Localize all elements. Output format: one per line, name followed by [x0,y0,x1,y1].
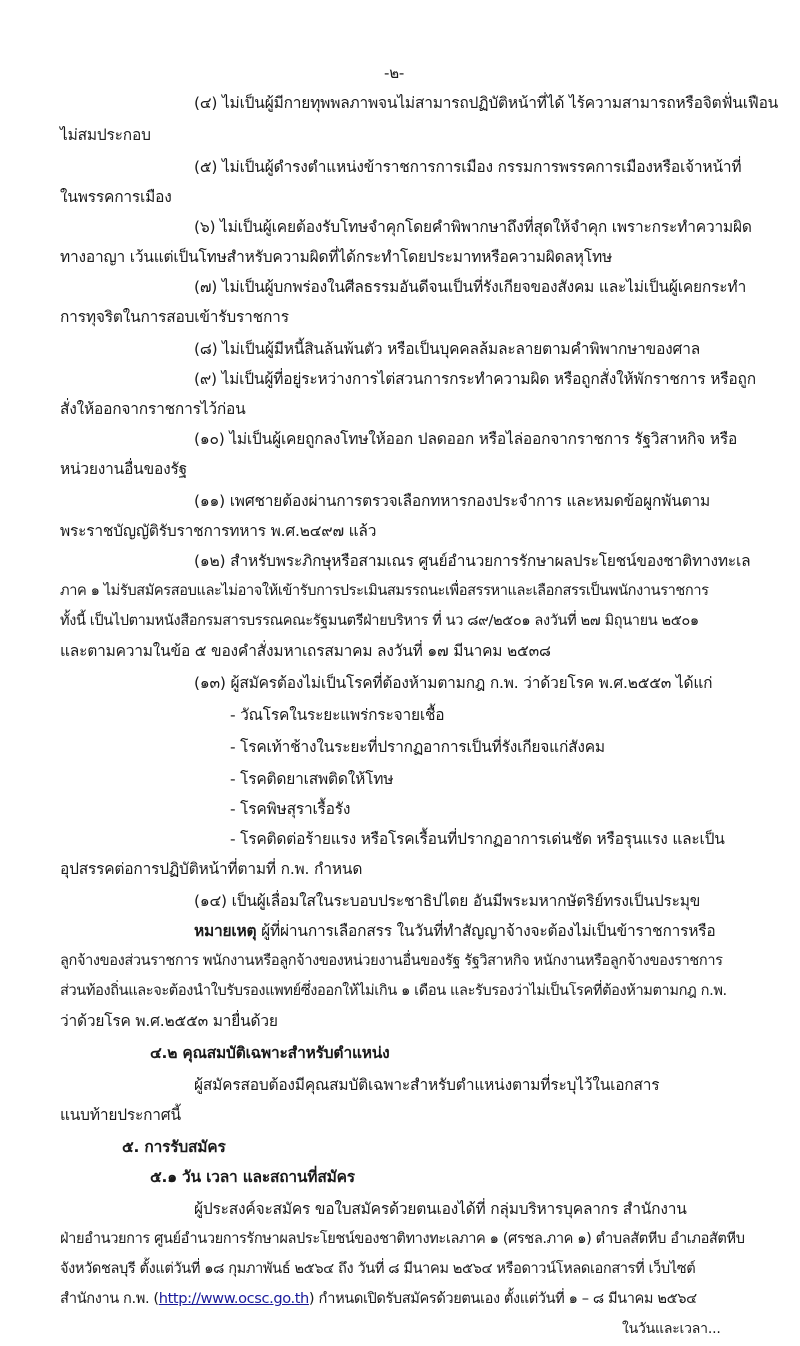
text-line: ฝ่ายอำนวยการ ศูนย์อำนวยการรักษาผลประโยชน์ของชาติทางทะเลภาค ๑ (ศรชล.ภาค ๑) ตำบลสัตหีบ อำเภอสัตหีบ [60,1230,745,1247]
text-line: สั่งให้ออกจากราชการไว้ก่อน [60,400,246,418]
list-item: - โรคพิษสุราเรื้อรัง [230,800,351,818]
text-line: ทางอาญา เว้นแต่เป็นโทษสำหรับความผิดที่ได้กระทำโดยประมาทหรือความผิดลหุโทษ [60,248,612,266]
list-item: - โรคติดต่อร้ายแรง หรือโรคเรื้อนที่ปรากฏอาการเด่นชัด หรือรุนแรง และเป็น [230,830,725,848]
text-line: ภาค ๑ ไม่รับสมัครสอบและไม่อาจให้เข้ารับการประเมินสมรรถนะเพื่อสรรหาและเลือกสรรเป็นพนักงานราชการ [60,582,709,599]
text-line: (๙) ไม่เป็นผู้ที่อยู่ระหว่างการไต่สวนการกระทำความผิด หรือถูกสั่งให้พักราชการ หรือถูก [194,370,756,388]
ocsc-link[interactable]: http://www.ocsc.go.th [158,1290,309,1307]
text-line: (๑๓) ผู้สมัครต้องไม่เป็นโรคที่ต้องห้ามตามกฎ ก.พ. ว่าด้วยโรค พ.ศ.๒๕๕๓ ได้แก่ [194,674,713,692]
text-line: ผู้สมัครสอบต้องมีคุณสมบัติเฉพาะสำหรับตำแหน่งตามที่ระบุไว้ในเอกสาร [194,1076,660,1094]
text-line [60,1288,697,1310]
text-line: (๑๐) ไม่เป็นผู้เคยถูกลงโทษให้ออก ปลดออก หรือไล่ออกจากราชการ รัฐวิสาหกิจ หรือ [194,430,738,448]
section-heading: ๕. การรับสมัคร [122,1138,226,1156]
list-item: - วัณโรคในระยะแพร่กระจายเชื้อ [230,706,445,724]
text-line: (๘) ไม่เป็นผู้มีหนี้สินล้นพ้นตัว หรือเป็นบุคคลล้มละลายตามคำพิพากษาของศาล [194,340,700,358]
note-label: หมายเหตุ [194,922,257,940]
text-line: (๖) ไม่เป็นผู้เคยต้องรับโทษจำคุกโดยคำพิพากษาถึงที่สุดให้จำคุก เพราะกระทำความผิด [194,218,752,236]
section-heading: ๕.๑ วัน เวลา และสถานที่สมัคร [150,1168,355,1186]
ocsc-suffix: ) [308,1290,315,1307]
page-number: -๒- [384,64,405,82]
text-line: ทั้งนี้ เป็นไปตามหนังสือกรมสารบรรณคณะรัฐมนตรีฝ่ายบริหาร ที่ นว ๘๙/๒๕๐๑ ลงวันที่ ๒๗ มิถุนายน ๒๕๐๑ [60,612,699,629]
text-line: และตามความในข้อ ๕ ของคำสั่งมหาเถรสมาคม ลงวันที่ ๑๗ มีนาคม ๒๕๓๘ [60,642,551,660]
note-text: ผู้ที่ผ่านการเลือกสรร ในวันที่ทำสัญญาจ้างจะต้องไม่เป็นข้าราชการหรือ [261,922,716,940]
text-line: (๕) ไม่เป็นผู้ดำรงตำแหน่งข้าราชการการเมือง กรรมการพรรคการเมืองหรือเจ้าหน้าที่ [194,158,742,176]
note-line [194,920,716,942]
text-line: หน่วยงานอื่นของรัฐ [60,460,187,478]
text-line: พระราชบัญญัติรับราชการทหาร พ.ศ.๒๔๙๗ แล้ว [60,522,377,540]
text-line: (๔) ไม่เป็นผู้มีกายทุพพลภาพจนไม่สามารถปฏิบัติหน้าที่ได้ ไร้ความสามารถหรือจิตฟั่นเฟือน [194,94,779,112]
text-line: ส่วนท้องถิ่นและจะต้องนำใบรับรองแพทย์ซึ่งออกให้ไม่เกิน ๑ เดือน และรับรองว่าไม่เป็นโรคที่ต้องห้ามตามกฎ ก.พ. [60,982,727,999]
list-item: - โรคเท้าช้างในระยะที่ปรากฏอาการเป็นที่รังเกียจแก่สังคม [230,738,605,756]
text-line: (๗) ไม่เป็นผู้บกพร่องในศีลธรรมอันดีจนเป็นที่รังเกียจของสังคม และไม่เป็นผู้เคยกระทำ [194,278,747,296]
text-line: ผู้ประสงค์จะสมัคร ขอใบสมัครด้วยตนเองได้ที่ กลุ่มบริหารบุคลากร สำนักงาน [194,1200,687,1218]
text-line: (๑๑) เพศชายต้องผ่านการตรวจเลือกทหารกองประจำการ และหมดข้อผูกพันตาม [194,492,710,510]
list-item: - โรคติดยาเสพติดให้โทษ [230,770,394,788]
text-line: จังหวัดชลบุรี ตั้งแต่วันที่ ๑๘ กุมภาพันธ์ ๒๕๖๔ ถึง วันที่ ๘ มีนาคม ๒๕๖๔ หรือดาวน์โหลดเอกสารที่ เว็บไซต์ [60,1260,696,1277]
text-line: ลูกจ้างของส่วนราชการ พนักงานหรือลูกจ้างของหน่วยงานอื่นของรัฐ รัฐวิสาหกิจ หนักงานหรือลูกจ้างของราชการ [60,952,723,969]
text-line: (๑๒) สำหรับพระภิกษุหรือสามเณร ศูนย์อำนวยการรักษาผลประโยชน์ของชาติทางทะเล [194,552,751,570]
text-line: การทุจริตในการสอบเข้ารับราชการ [60,308,289,326]
text-line: อุปสรรคต่อการปฏิบัติหน้าที่ตามที่ ก.พ. กำหนด [60,860,363,878]
section-heading: ๔.๒ คุณสมบัติเฉพาะสำหรับตำแหน่ง [150,1044,390,1062]
text-line: ไม่สมประกอบ [60,126,151,144]
text-line: (๑๔) เป็นผู้เลื่อมใสในระบอบประชาธิปไตย อันมีพระมหากษัตริย์ทรงเป็นประมุข [194,892,701,910]
ocsc-prefix: สำนักงาน ก.พ. ( [60,1290,159,1307]
text-line: แนบท้ายประกาศนี้ [60,1106,181,1124]
ocsc-rest: กำหนดเปิดรับสมัครด้วยตนเอง ตั้งแต่วันที่ ๑ – ๘ มีนาคม ๒๕๖๔ [318,1290,697,1307]
text-line: ในพรรคการเมือง [60,188,172,206]
continuation-text: ในวันและเวลา... [622,1321,721,1337]
text-line: ว่าด้วยโรค พ.ศ.๒๕๕๓ มายื่นด้วย [60,1012,278,1030]
